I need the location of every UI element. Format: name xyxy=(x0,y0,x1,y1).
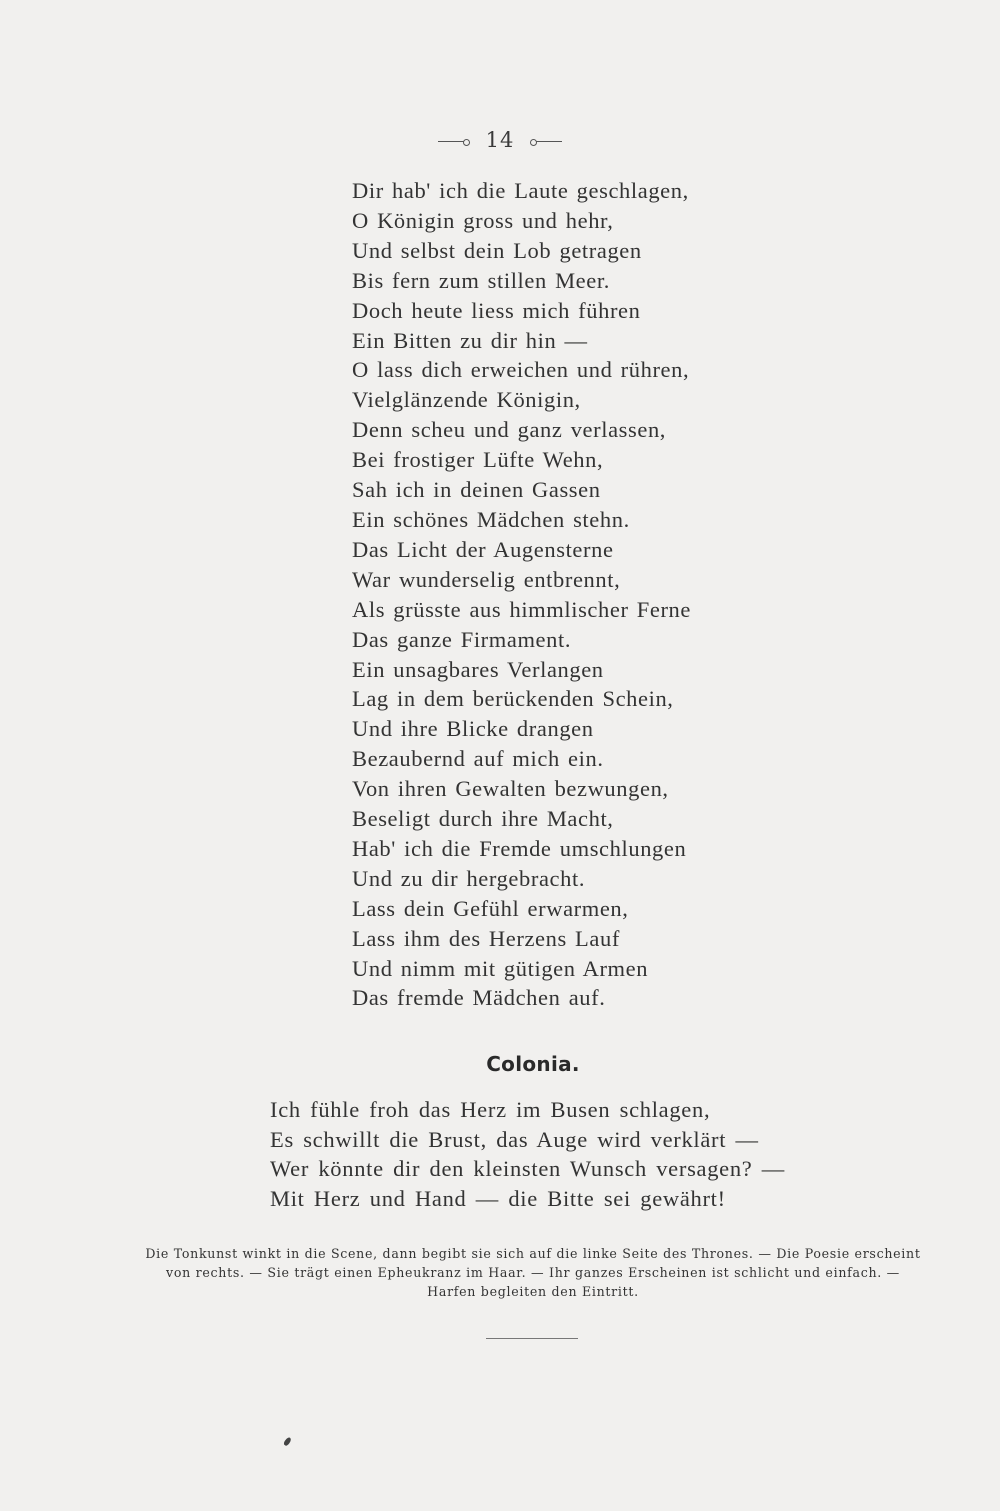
speaker-heading: Colonia. xyxy=(486,1052,580,1076)
verse-block xyxy=(352,176,772,1013)
verse-line: Ein Bitten zu dir hin — xyxy=(352,327,588,353)
verse-line: Beseligt durch ihre Macht, xyxy=(352,806,614,832)
verse-line: Bis fern zum stillen Meer. xyxy=(352,267,610,293)
verse-line: Lass dein Gefühl erwarmen, xyxy=(352,895,629,921)
verse-line: Dir hab' ich die Laute geschlagen, xyxy=(352,178,689,203)
verse-line: Bezaubernd auf mich ein. xyxy=(352,746,604,772)
ornament-right xyxy=(534,141,562,142)
page-number-header xyxy=(0,128,1000,152)
verse-line: Als grüsste aus himmlischer Ferne xyxy=(352,596,691,622)
verse-line: Ein unsagbares Verlangen xyxy=(352,656,604,682)
verse-line: Doch heute liess mich führen xyxy=(352,297,641,323)
verse-line: O Königin gross und hehr, xyxy=(352,207,614,233)
verse-line: Und ihre Blicke drangen xyxy=(352,716,594,742)
verse-line: Das fremde Mädchen auf. xyxy=(352,985,606,1011)
verse-line: Bei frostiger Lüfte Wehn, xyxy=(352,447,604,473)
verse-line: Und nimm mit gütigen Armen xyxy=(352,955,649,981)
verse-line: Denn scheu und ganz verlassen, xyxy=(352,417,667,443)
verse-line: Und zu dir hergebracht. xyxy=(352,865,586,891)
verse-line: War wunderselig entbrennt, xyxy=(352,566,621,592)
ink-speck xyxy=(283,1436,292,1446)
verse-line: Lag in dem berückenden Schein, xyxy=(352,686,674,712)
verse-line: Und selbst dein Lob getragen xyxy=(352,237,642,263)
verse-line: Hab' ich die Fremde umschlungen xyxy=(352,835,687,861)
verse-line: Lass ihm des Herzens Lauf xyxy=(352,925,620,951)
stage-direction: Die Tonkunst winkt in die Scene, dann begibt sie sich auf die linke Seite des Thrones. — Die Poesie erscheint von rechts. — Sie trägt einen Epheukranz im Haar. — Ihr ganzes Erscheinen ist schlicht und einfach. — Harfen begleiten den Eintritt. xyxy=(145,1246,921,1299)
stanza-line: Wer könnte dir den kleinsten Wunsch versagen? — xyxy=(270,1156,786,1181)
colonia-stanza xyxy=(270,1095,850,1213)
stanza-line: Ich fühle froh das Herz im Busen schlagen, xyxy=(270,1097,711,1122)
verse-line: Vielglänzende Königin, xyxy=(352,387,581,413)
ornament-left xyxy=(438,141,466,142)
verse-line: Von ihren Gewalten bezwungen, xyxy=(352,776,669,802)
verse-line: Das ganze Firmament. xyxy=(352,626,572,652)
verse-line: Ein schönes Mädchen stehn. xyxy=(352,506,630,532)
page-number: 14 xyxy=(485,128,515,152)
verse-line: O lass dich erweichen und rühren, xyxy=(352,357,690,383)
verse-line: Sah ich in deinen Gassen xyxy=(352,477,601,503)
stanza-line: Es schwillt die Brust, das Auge wird verklärt — xyxy=(270,1126,759,1152)
verse-line: Das Licht der Augensterne xyxy=(352,536,614,562)
stanza-line: Mit Herz und Hand — die Bitte sei gewährt! xyxy=(270,1185,726,1211)
closing-rule xyxy=(486,1338,578,1339)
